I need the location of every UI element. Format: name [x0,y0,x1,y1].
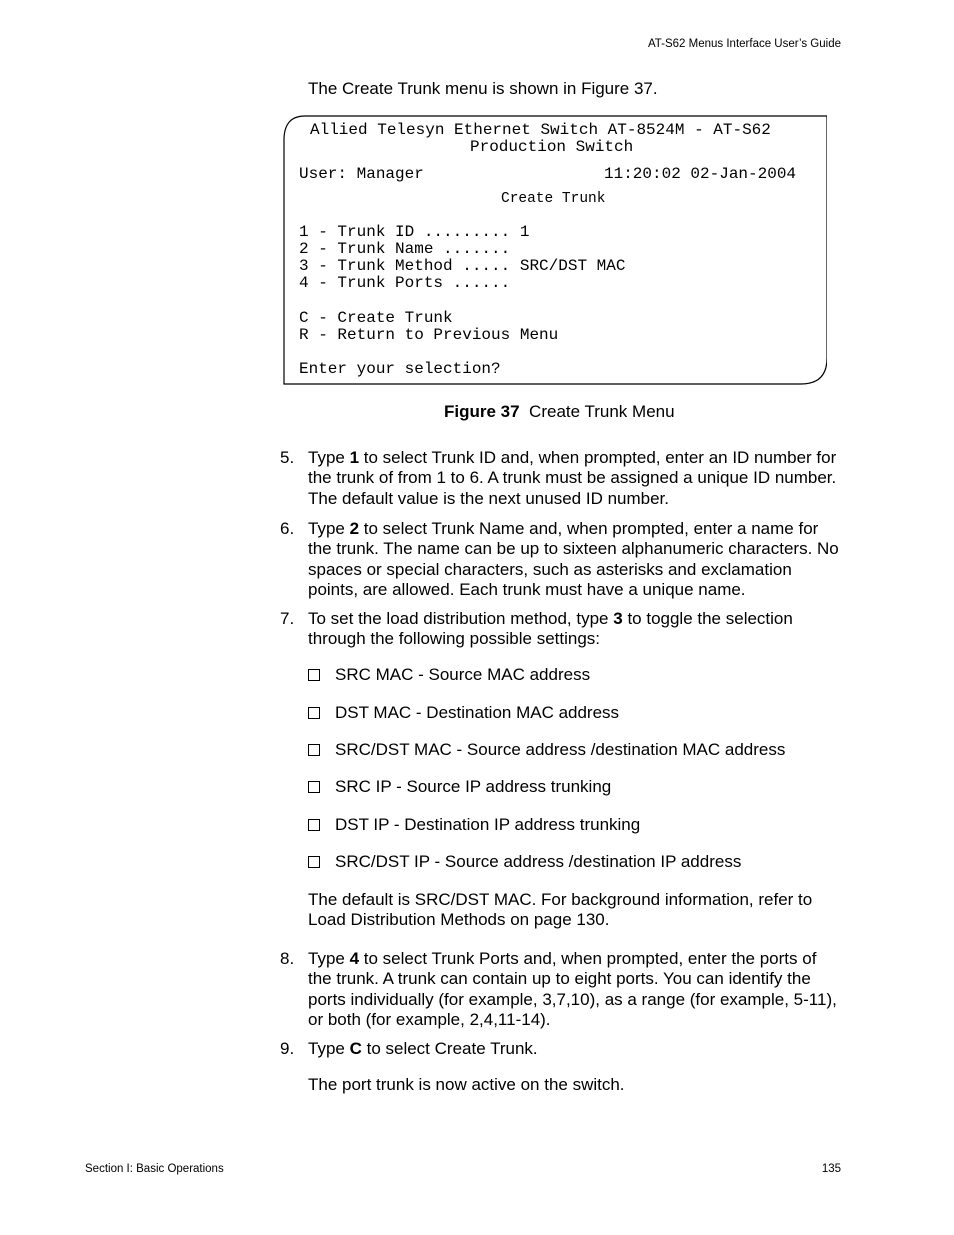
figure-caption [444,402,675,422]
terminal-datetime: 11:20:02 02-Jan-2004 [604,165,797,183]
menu-option-trunk-id: 1 - Trunk ID ......... 1 [299,223,530,241]
step-key: 2 [349,519,360,538]
step-number: 5. [280,448,295,467]
step-number: 8. [280,949,295,968]
terminal-menu-title: Create Trunk [501,191,606,207]
figure-label: Figure 37 [444,402,520,421]
setting-item: SRC/DST MAC - Source address /destination MAC address [308,740,785,760]
terminal-switch-name: Production Switch [470,138,634,156]
step-text: Type 2 to select Trunk Name and, when prompted, enter a name for the trunk. The name can be up to sixteen alphanumeric characters. No spaces or special characters, such as asterisks and exclamation points, are allowed. Each trunk must have a unique name. [308,519,839,599]
setting-item: DST MAC - Destination MAC address [308,703,619,723]
setting-item: SRC/DST IP - Source address /destination IP address [308,852,741,872]
step-text: Type C to select Create Trunk. [308,1039,538,1058]
running-header: AT-S62 Menus Interface User’s Guide [647,38,841,50]
checkbox-icon [308,669,320,681]
terminal-banner: Allied Telesyn Ethernet Switch AT-8524M - AT-S62 [310,121,771,139]
step-text: To set the load distribution method, type 3 to toggle the selection through the following possible settings: [308,609,793,649]
menu-option-trunk-method: 3 - Trunk Method ..... SRC/DST MAC [299,257,626,275]
default-note: The default is SRC/DST MAC. For background information, refer to Load Distribution Methods on page 130. [308,890,813,930]
setting-item: DST IP - Destination IP address trunking [308,815,640,835]
menu-option-create: C - Create Trunk [299,309,453,327]
setting-item: SRC IP - Source IP address trunking [308,777,611,797]
checkbox-icon [308,856,320,868]
step-key: 1 [349,448,360,467]
terminal-prompt: Enter your selection? [299,360,501,378]
figure-title: Create Trunk Menu [529,402,675,421]
terminal-screen [283,115,827,385]
step-text: Type 4 to select Trunk Ports and, when prompted, enter the ports of the trunk. A trunk can contain up to eight ports. You can identify the ports individually (for example, 3,7,10), as a range (for example, 5-11), or both (for example, 2,4,11-14). [308,949,837,1029]
checkbox-icon [308,781,320,793]
step-number: 7. [280,609,295,628]
step-key: C [349,1039,362,1058]
final-note: The port trunk is now active on the switch. [308,1075,625,1094]
checkbox-icon [308,707,320,719]
menu-option-trunk-name: 2 - Trunk Name ....... [299,240,511,258]
footer-section: Section I: Basic Operations [85,1163,224,1175]
step-key: 3 [613,609,623,628]
page-number: 135 [821,1163,841,1175]
step-key: 4 [349,949,360,968]
menu-option-return: R - Return to Previous Menu [299,326,559,344]
setting-item: SRC MAC - Source MAC address [308,665,590,685]
step-number: 9. [280,1039,295,1058]
menu-option-trunk-ports: 4 - Trunk Ports ...... [299,274,511,292]
step-number: 6. [280,519,295,538]
checkbox-icon [308,819,320,831]
terminal-user: User: Manager [299,165,424,183]
intro-text: The Create Trunk menu is shown in Figure 37. [308,79,658,98]
checkbox-icon [308,744,320,756]
step-text: Type 1 to select Trunk ID and, when prompted, enter an ID number for the trunk of from 1 to 6. A trunk must be assigned a unique ID number. The default value is the next unused ID number. [308,448,837,508]
